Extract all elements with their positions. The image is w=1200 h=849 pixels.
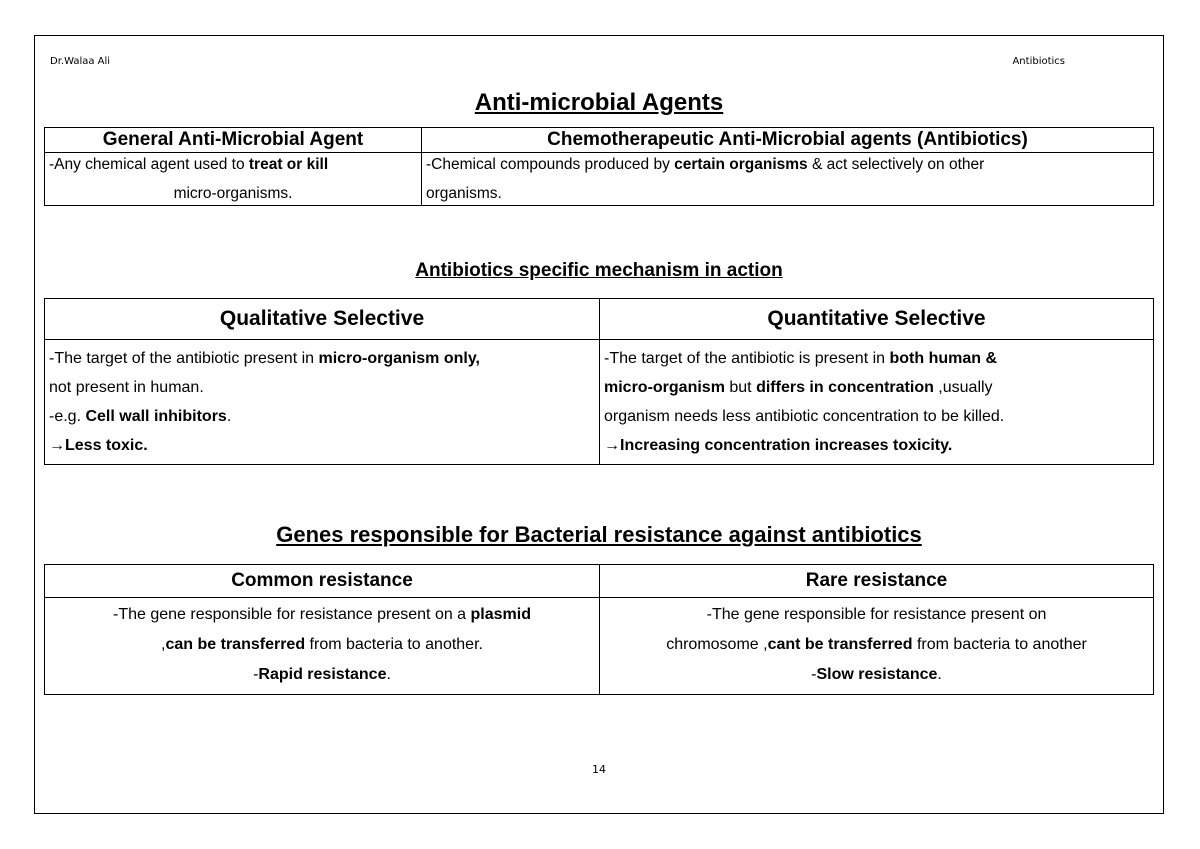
table-cell <box>45 598 600 695</box>
table-cell <box>600 340 1154 465</box>
cell-line <box>604 431 1149 460</box>
text: -The target of the antibiotic is present in <box>604 350 890 367</box>
text: but <box>724 379 757 396</box>
table-header-cell: Common resistance <box>45 565 600 598</box>
text: . <box>386 666 391 683</box>
cell-line <box>49 660 595 690</box>
cell-line: organisms. <box>426 185 502 202</box>
text: from bacteria to another. <box>305 636 483 653</box>
text: - <box>253 666 259 683</box>
table-header-cell: Chemotherapeutic Anti-Microbial agents (Antibiotics) <box>422 128 1154 153</box>
text: , <box>161 636 166 653</box>
bold-text: differs in concentration <box>756 379 934 396</box>
cell-line <box>49 155 417 174</box>
bold-text: both human & <box>889 350 998 367</box>
resistance-table <box>44 564 1154 695</box>
page-number: 14 <box>592 763 606 776</box>
table-cell <box>600 598 1154 695</box>
table-header-cell: General Anti-Microbial Agent <box>45 128 422 153</box>
table-cell <box>45 340 600 465</box>
text: . <box>226 408 232 425</box>
bold-text: micro-organism only, <box>318 350 480 367</box>
section-title-antimicrobial: Anti-microbial Agents <box>474 89 724 116</box>
cell-line <box>604 660 1149 690</box>
header-topic: Antibiotics <box>1012 56 1065 67</box>
table-header-cell: Quantitative Selective <box>600 299 1154 340</box>
section-title-mechanism: Antibiotics specific mechanism in action <box>415 260 783 281</box>
table-header-row <box>45 128 1154 153</box>
bold-text: Rapid resistance <box>258 666 387 683</box>
cell-line: micro-organisms. <box>173 185 293 202</box>
bold-text: →Increasing concentration increases toxicity. <box>604 437 953 454</box>
table-row <box>45 153 1154 206</box>
bold-text: →Less toxic. <box>49 437 148 454</box>
cell-line <box>49 402 595 431</box>
text: -The gene responsible for resistance present on a <box>112 606 471 623</box>
table-row <box>45 340 1154 465</box>
cell-line <box>426 155 1149 174</box>
text: -e.g. <box>49 408 86 425</box>
table-header-cell: Qualitative Selective <box>45 299 600 340</box>
bold-text: micro-organism <box>604 379 725 396</box>
section-title-resistance: Genes responsible for Bacterial resistance against antibiotics <box>276 522 922 547</box>
cell-line: not present in human. <box>49 379 204 396</box>
cell-line <box>49 630 595 660</box>
cell-line <box>604 344 1149 373</box>
bold-text: plasmid <box>470 606 531 623</box>
table-header-row <box>45 565 1154 598</box>
bold-text: certain organisms <box>674 156 808 173</box>
bold-text: Cell wall inhibitors <box>85 408 227 425</box>
text: -Any chemical agent used to <box>49 156 249 173</box>
cell-line: organism needs less antibiotic concentration to be killed. <box>604 408 1005 425</box>
bold-text: cant be transferred <box>767 636 913 653</box>
text: - <box>811 666 817 683</box>
cell-line <box>604 630 1149 660</box>
cell-line <box>49 344 595 373</box>
cell-line <box>604 373 1149 402</box>
text: -The target of the antibiotic present in <box>49 350 319 367</box>
text: & act selectively on other <box>807 156 985 173</box>
text: from bacteria to another <box>912 636 1087 653</box>
text: ,usually <box>933 379 993 396</box>
header-author: Dr.Walaa Ali <box>50 56 111 67</box>
bold-text: can be transferred <box>165 636 306 653</box>
table-cell <box>45 153 422 206</box>
text: -Chemical compounds produced by <box>426 156 675 173</box>
table-header-row <box>45 299 1154 340</box>
document-page <box>34 35 1164 814</box>
text: . <box>937 666 942 683</box>
table-row <box>45 598 1154 695</box>
mechanism-table <box>44 298 1154 465</box>
bold-text: Slow resistance <box>816 666 938 683</box>
table-header-cell: Rare resistance <box>600 565 1154 598</box>
text: chromosome , <box>666 636 768 653</box>
bold-text: treat or kill <box>248 156 329 173</box>
cell-line: -The gene responsible for resistance present on <box>706 606 1047 623</box>
cell-line <box>49 600 595 630</box>
antimicrobial-table <box>44 127 1154 206</box>
cell-line <box>49 431 595 460</box>
table-cell <box>422 153 1154 206</box>
